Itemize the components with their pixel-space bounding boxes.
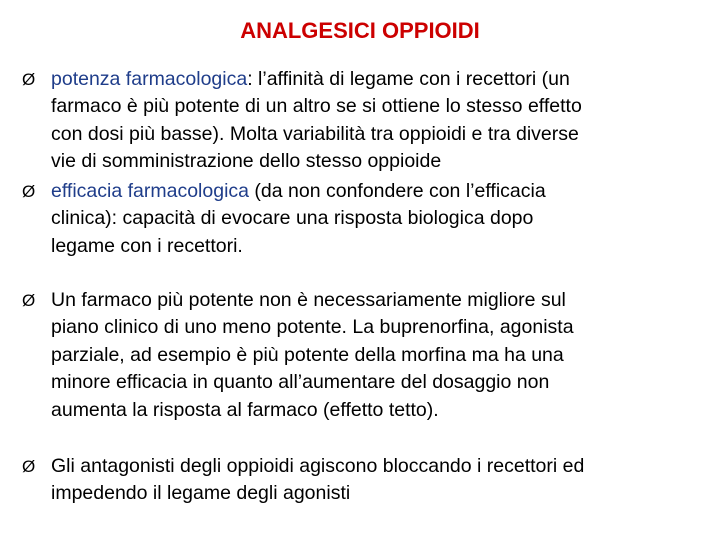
bullet-potenza [22,66,702,176]
bullet-line: minore efficacia in quanto all’aumentare del dosaggio non [51,371,550,394]
arrow-bullet-icon: Ø [22,457,36,476]
bullet-line: Gli antagonisti degli oppioidi agiscono bloccando i recettori ed [51,455,585,477]
arrow-bullet-icon: Ø [22,291,36,310]
bullet-farmaco-potente [22,287,702,424]
bullet-line: Un farmaco più potente non è necessariamente migliore sul [51,289,566,311]
bullet-line-rest: (da non confondere con l’efficacia [249,180,546,202]
bullet-line: piano clinico di uno meno potente. La buprenorfina, agonista [51,316,574,339]
bullet-line [51,178,702,205]
bullet-antagonisti [22,453,702,508]
bullet-text [51,287,702,424]
bullet-text [51,453,702,508]
highlighted-term: efficacia farmacologica [51,180,249,202]
bullet-line: parziale, ad esempio è più potente della morfina ma ha una [51,343,564,366]
slide-title: ANALGESICI OPPIOIDI [240,18,480,43]
bullet-line: con dosi più basse). Molta variabilità tra oppioidi e tra diverse [51,122,579,145]
bullet-line: aumenta la risposta al farmaco (effetto tetto). [51,398,439,421]
bullet-line-rest: : l’affinità di legame con i recettori (un [247,68,570,90]
bullet-text [51,178,702,260]
bullet-line: vie di somministrazione dello stesso oppioide [51,150,442,173]
bullet-line: impedendo il legame degli agonisti [51,482,351,505]
bullet-line: legame con i recettori. [51,234,243,257]
bullet-line: farmaco è più potente di un altro se si ottiene lo stesso effetto [51,95,582,118]
bullet-line [51,66,702,93]
bullet-text [51,66,702,176]
highlighted-term: potenza farmacologica [51,68,248,90]
bullet-efficacia [22,178,702,260]
arrow-bullet-icon: Ø [22,182,36,201]
bullet-line: clinica): capacità di evocare una risposta biologica dopo [51,207,534,230]
arrow-bullet-icon: Ø [22,70,36,89]
